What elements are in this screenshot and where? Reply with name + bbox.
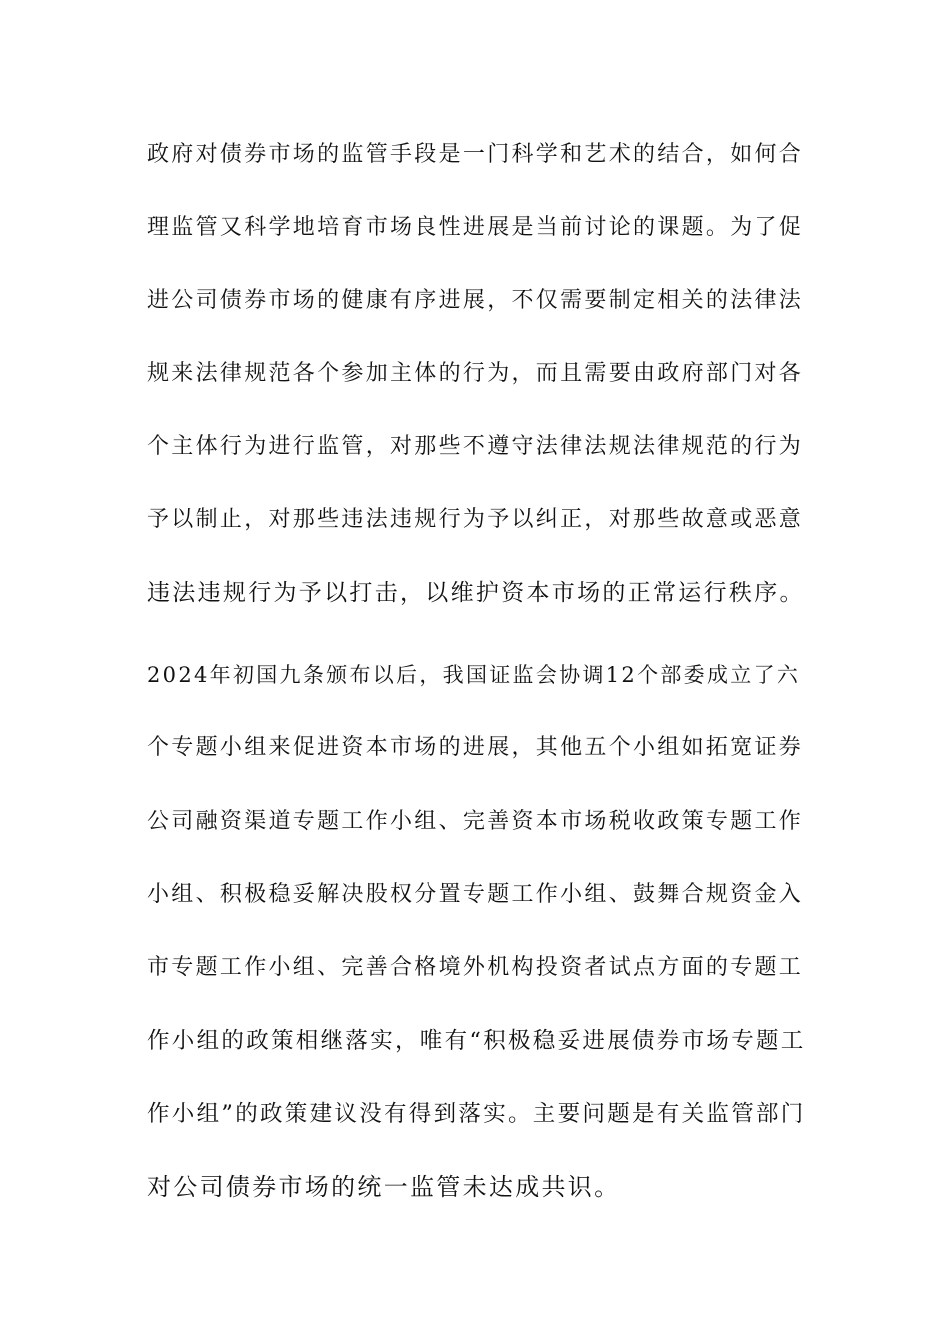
paragraph-2-line-8: 对公司债券市场的统一监管未达成共识。 <box>147 1173 621 1201</box>
paragraph-1-line-2: 理监管又科学地培育市场良性进展是当前讨论的课题。为了促 <box>147 215 804 240</box>
paragraph-1-line-7: 违法违规行为予以打击，以维护资本市场的正常运行秩序。 <box>147 580 805 606</box>
paragraph-1-line-1: 政府对债券市场的监管手段是一门科学和艺术的结合，如何合 <box>147 142 804 167</box>
paragraph-1-line-3: 进公司债券市场的健康有序进展，不仅需要制定相关的法律法 <box>147 288 804 313</box>
paragraph-1-line-4: 规来法律规范各个参加主体的行为，而且需要由政府部门对各 <box>147 361 804 386</box>
paragraph-2-line-2: 个专题小组来促进资本市场的进展，其他五个小组如拓宽证券 <box>147 735 804 760</box>
paragraph-2-line-5: 市专题工作小组、完善合格境外机构投资者试点方面的专题工 <box>147 955 804 980</box>
paragraph-2-line-4: 小组、积极稳妥解决股权分置专题工作小组、鼓舞合规资金入 <box>147 882 804 907</box>
paragraph-2-line-7: 作小组”的政策建议没有得到落实。主要问题是有关监管部门 <box>147 1101 806 1127</box>
paragraph-2-line-6: 作小组的政策相继落实，唯有“积极稳妥进展债券市场专题工 <box>147 1028 806 1054</box>
paragraph-1-line-5: 个主体行为进行监管，对那些不遵守法律法规法律规范的行为 <box>147 434 804 459</box>
paragraph-1-line-6: 予以制止，对那些违法违规行为予以纠正，对那些故意或恶意 <box>147 507 804 532</box>
paragraph-2-line-3: 公司融资渠道专题工作小组、完善资本市场税收政策专题工作 <box>147 809 804 834</box>
paragraph-2-line-1: 2024年初国九条颁布以后，我国证监会协调12个部委成立了六 <box>147 663 801 687</box>
